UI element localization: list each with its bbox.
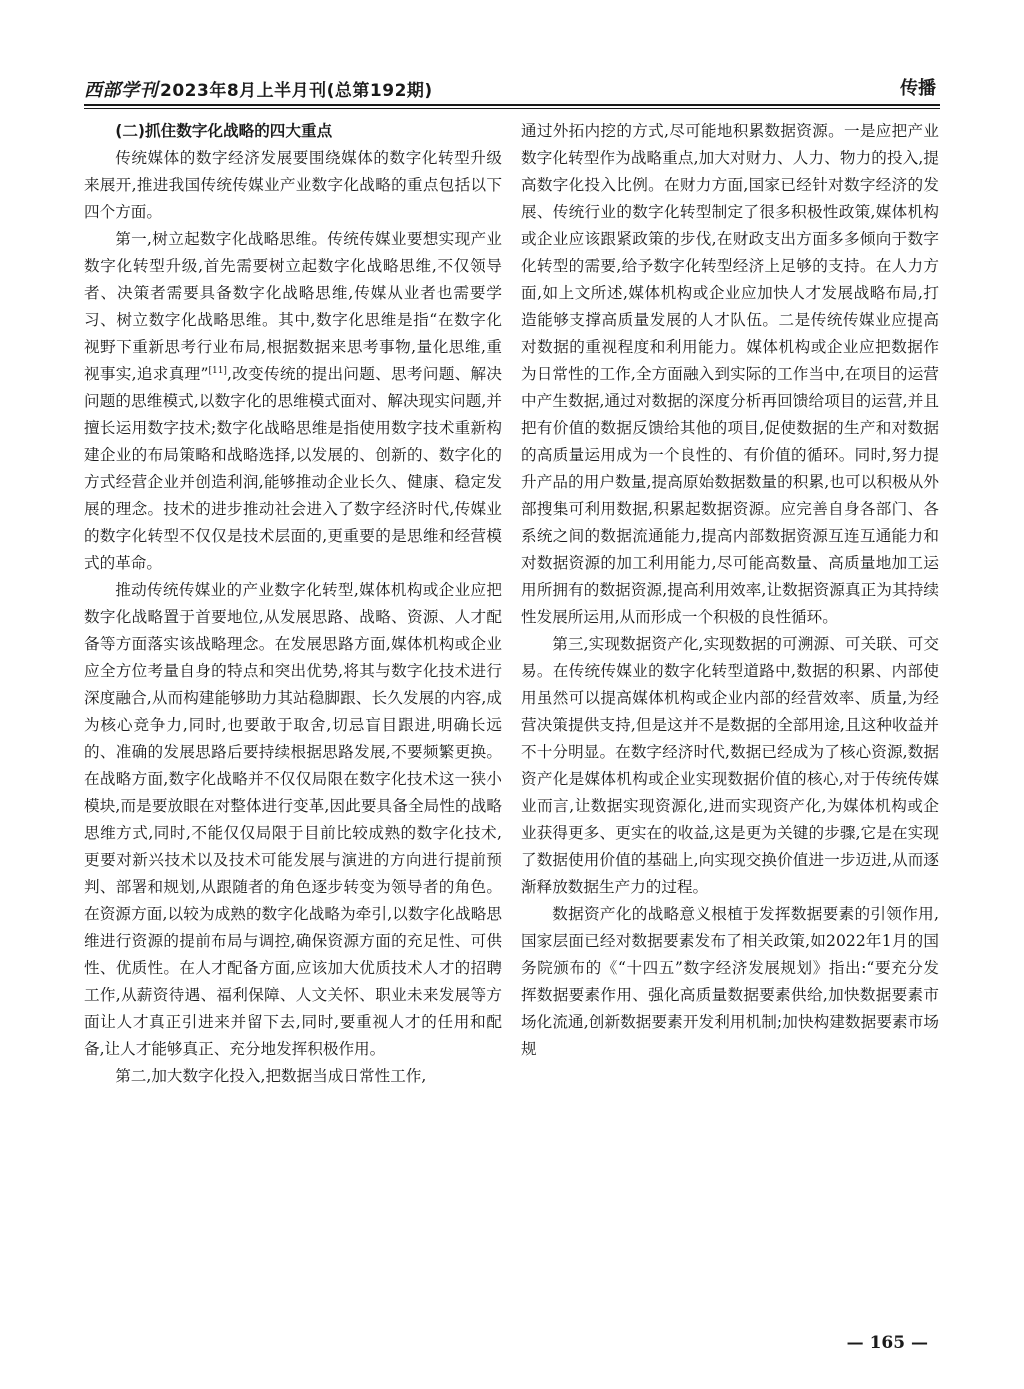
journal-issue: 2023年8月上半月刊(总第192期) xyxy=(160,81,433,101)
right-column xyxy=(521,118,939,1063)
paragraph: 第三,实现数据资产化,实现数据的可溯源、可关联、可交易。在传统传媒业的数字化转型道路中,数据的积累、内部使用虽然可以提高媒体机构或企业内部的经营效率、质量,为经营决策提供支持,但是这并不是数据的全部用途,且这种收益并不十分明显。在数字经济时代,数据已经成为了核心资源,数据资产化是媒体机构或企业实现数据价值的核心,对于传统传媒业而言,让数据实现资源化,进而实现资产化,为媒体机构或企业获得更多、更实在的收益,这是更为关键的步骤,它是在实现了数据使用价值的基础上,向实现交换价值进一步迈进,从而逐渐释放数据生产力的过程。 xyxy=(521,635,939,896)
paragraph-text: ,改变传统的提出问题、思考问题、解决问题的思维模式,以数字化的思维模式面对、解决现实问题,并擅长运用数字技术;数字化战略思维是指使用数字技术重新构建企业的布局策略和战略选择,以发展的、创新的、数字化的方式经营企业并创造利润,能够推动企业长久、健康、稳定发展的理念。技术的进步推动社会进入了数字经济时代,传媒业的数字化转型不仅仅是技术层面的,更重要的是思维和经营模式的革命。 xyxy=(84,365,502,572)
paragraph: 传统媒体的数字经济发展要围绕媒体的数字化转型升级来展开,推进我国传统传媒业产业数字化战略的重点包括以下四个方面。 xyxy=(84,149,502,221)
left-column xyxy=(84,118,502,1090)
journal-logo: 西部学刊 xyxy=(84,80,158,101)
header-rule xyxy=(84,104,940,109)
section-name: 传播 xyxy=(900,78,936,99)
section-heading: (二)抓住数字化战略的四大重点 xyxy=(115,122,333,140)
running-header xyxy=(84,74,940,104)
paragraph: 通过外拓内挖的方式,尽可能地积累数据资源。一是应把产业数字化转型作为战略重点,加大对财力、人力、物力的投入,提高数字化投入比例。在财力方面,国家已经针对数字经济的发展、传统行业的数字化转型制定了很多积极性政策,媒体机构或企业应该跟紧政策的步伐,在财政支出方面多多倾向于数字化转型的需要,给予数字化转型经济上足够的支持。在人力方面,如上文所述,媒体机构或企业应加快人才发展战略布局,打造能够支撑高质量发展的人才队伍。二是传统传媒业应提高对数据的重视程度和利用能力。媒体机构或企业应把数据作为日常性的工作,全方面融入到实际的工作当中,在项目的运营中产生数据,通过对数据的深度分析再回馈给项目的运营,并且把有价值的数据反馈给其他的项目,促使数据的生产和对数据的高质量运用成为一个良性的、有价值的循环。同时,努力提升产品的用户数量,提高原始数据数量的积累,也可以积极从外部搜集可利用数据,积累起数据资源。应完善自身各部门、各系统之间的数据流通能力,提高内部数据资源互连互通能力和对数据资源的加工利用能力,尽可能高数量、高质量地加工运用所拥有的数据资源,提高利用效率,让数据资源真正为其持续性发展所运用,从而形成一个积极的良性循环。 xyxy=(521,122,939,626)
paragraph xyxy=(84,226,502,577)
paragraph-text: 第一,树立起数字化战略思维。传统传媒业要想实现产业数字化转型升级,首先需要树立起数字化战略思维,不仅领导者、决策者需要具备数字化战略思维,传媒从业者也需要学习、树立数字化战略思维。其中,数字化思维是指“在数字化视野下重新思考行业布局,根据数据来思考事物,量化思维,重视事实,追求真理” xyxy=(84,230,502,383)
page-number: — 165 — xyxy=(846,1333,928,1353)
paragraph: 数据资产化的战略意义根植于发挥数据要素的引领作用,国家层面已经对数据要素发布了相关政策,如2022年1月的国务院颁布的《“十四五”数字经济发展规划》指出:“要充分发挥数据要素作用、强化高质量数据要素供给,加快数据要素市场化流通,创新数据要素开发利用机制;加快构建数据要素市场规 xyxy=(521,905,939,1058)
journal-title xyxy=(84,76,433,102)
paragraph: 第二,加大数字化投入,把数据当成日常性工作, xyxy=(115,1067,427,1085)
citation-marker: [11] xyxy=(208,366,227,376)
paragraph: 推动传统传媒业的产业数字化转型,媒体机构或企业应把数字化战略置于首要地位,从发展思路、战略、资源、人才配备等方面落实该战略理念。在发展思路方面,媒体机构或企业应全方位考量自身的特点和突出优势,将其与数字化技术进行深度融合,从而构建能够助力其站稳脚跟、长久发展的内容,成为核心竞争力,同时,也要敢于取舍,切忌盲目跟进,明确长远的、准确的发展思路后要持续根据思路发展,不要频繁更换。在战略方面,数字化战略并不仅仅局限在数字化技术这一狭小模块,而是要放眼在对整体进行变革,因此要具备全局性的战略思维方式,同时,不能仅仅局限于目前比较成熟的数字化技术,更要对新兴技术以及技术可能发展与演进的方向进行提前预判、部署和规划,从跟随者的角色逐步转变为领导者的角色。在资源方面,以较为成熟的数字化战略为牵引,以数字化战略思维进行资源的提前布局与调控,确保资源方面的充足性、可供性、优质性。在人才配备方面,应该加大优质技术人才的招聘工作,从薪资待遇、福利保障、人文关怀、职业未来发展等方面让人才真正引进来并留下去,同时,要重视人才的任用和配备,让人才能够真正、充分地发挥积极作用。 xyxy=(84,581,502,1058)
